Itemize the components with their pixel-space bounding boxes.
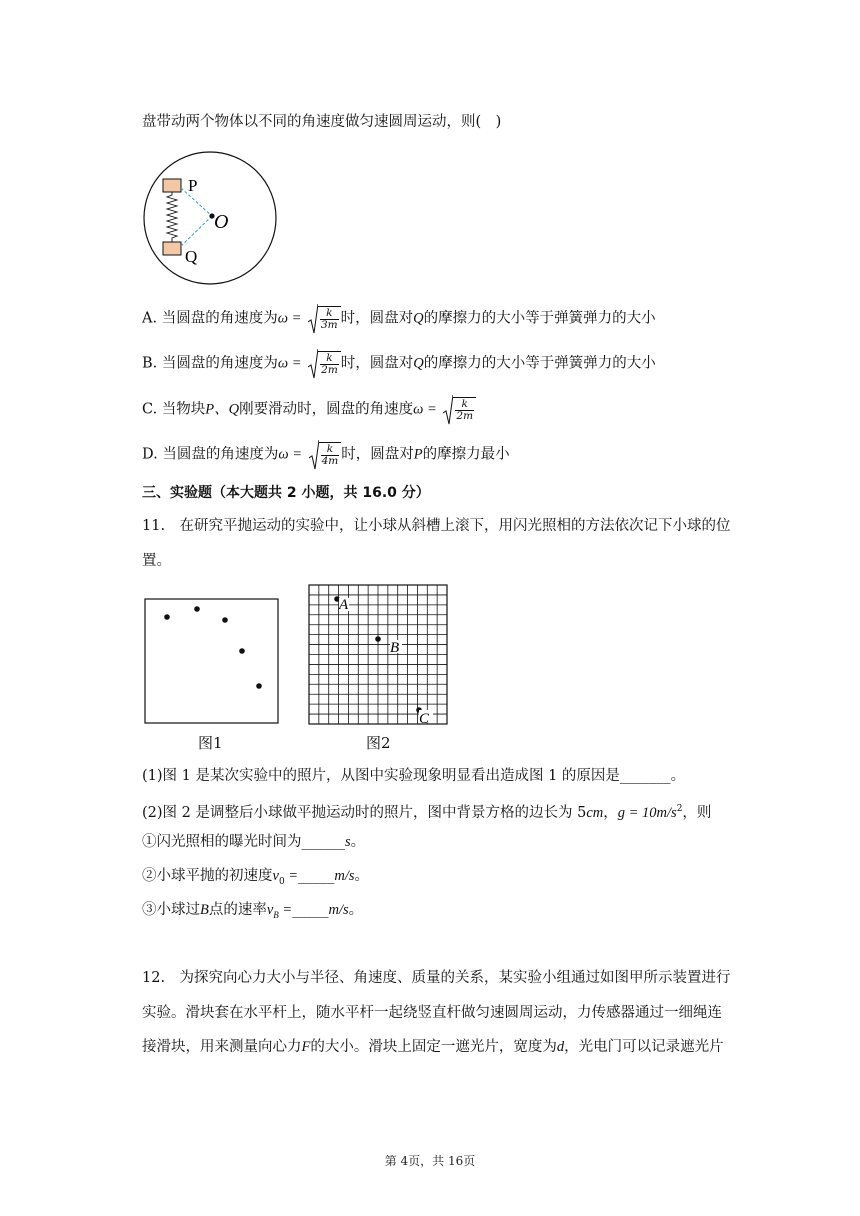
rotating-disk-figure [140,148,282,290]
spring [167,192,177,242]
q12-stem-line2: 实验。滑块套在水平杆上，随水平杆一起绕竖直杆做匀速圆周运动，力传感器通过一细绳连 [142,1005,722,1021]
q11-stem-line2: 置。 [142,553,171,569]
point-b-label: B [390,640,400,656]
figure-1 [144,598,280,726]
option-a: A. 当圆盘的角速度为ω = $\frac{k}{3m}$ 时，圆盘对Q的摩擦力的大小等于弹簧弹力的大小 [142,306,656,331]
q11-sub1: ①闪光照相的曝光时间为______s。 [142,834,366,850]
option-b: B. 当圆盘的角速度为ω = $\frac{k}{2m}$ 时，圆盘对Q的摩擦力的大小等于弹簧弹力的大小 [142,351,656,376]
block-q [163,242,181,255]
section-heading: 三、实验题（本大题共 2 小题，共 16.0 分） [142,485,430,501]
label-p: P [188,176,198,195]
q11-sub3: ③小球过B点的速率$v_B$ =_____m/s。 [142,902,364,920]
q12-stem-line1: 12. 为探究向心力大小与半径、角速度、质量的关系，某实验小组通过如图甲所示装置进行 [142,970,731,986]
figure-1-caption: 图1 [198,734,223,752]
q11-part1: (1)图 1 是某次实验中的照片，从图中实验现象明显看出造成图 1 的原因是_______。 [142,768,686,784]
point-c-label: C [419,711,430,727]
q11-stem-line1: 11. 在研究平抛运动的实验中，让小球从斜槽上滚下，用闪光照相的方法依次记下小球的位 [142,518,731,534]
page-footer: 第 4页，共 16页 [384,1154,476,1168]
label-o: O [214,211,229,233]
figure-2 [308,584,450,727]
point-a-label: A [339,597,349,613]
block-p [163,179,181,192]
q11-sub2: ②小球平抛的初速度$v_0$ =_____m/s。 [142,868,369,887]
option-c: C. 当物块P、Q刚要滑动时，圆盘的角速度ω = $\frac{k}{2m}$ [142,397,476,422]
q11-part2: (2)图 2 是调整后小球做平抛运动时的照片，图中背景方格的边长为 5cm，$g = 10m/s^2$，则 [142,804,712,821]
option-d: D. 当圆盘的角速度为ω = $\frac{k}{4m}$ 时，圆盘对P的摩擦力最小 [142,442,510,467]
figure-2-caption: 图2 [366,734,391,752]
label-q: Q [185,247,198,266]
question-continuation: 盘带动两个物体以不同的角速度做匀速圆周运动，则( ) [142,114,502,130]
q12-stem-line3: 接滑块，用来测量向心力F的大小。滑块上固定一遮光片，宽度为d，光电门可以记录遮光片 [142,1039,724,1055]
